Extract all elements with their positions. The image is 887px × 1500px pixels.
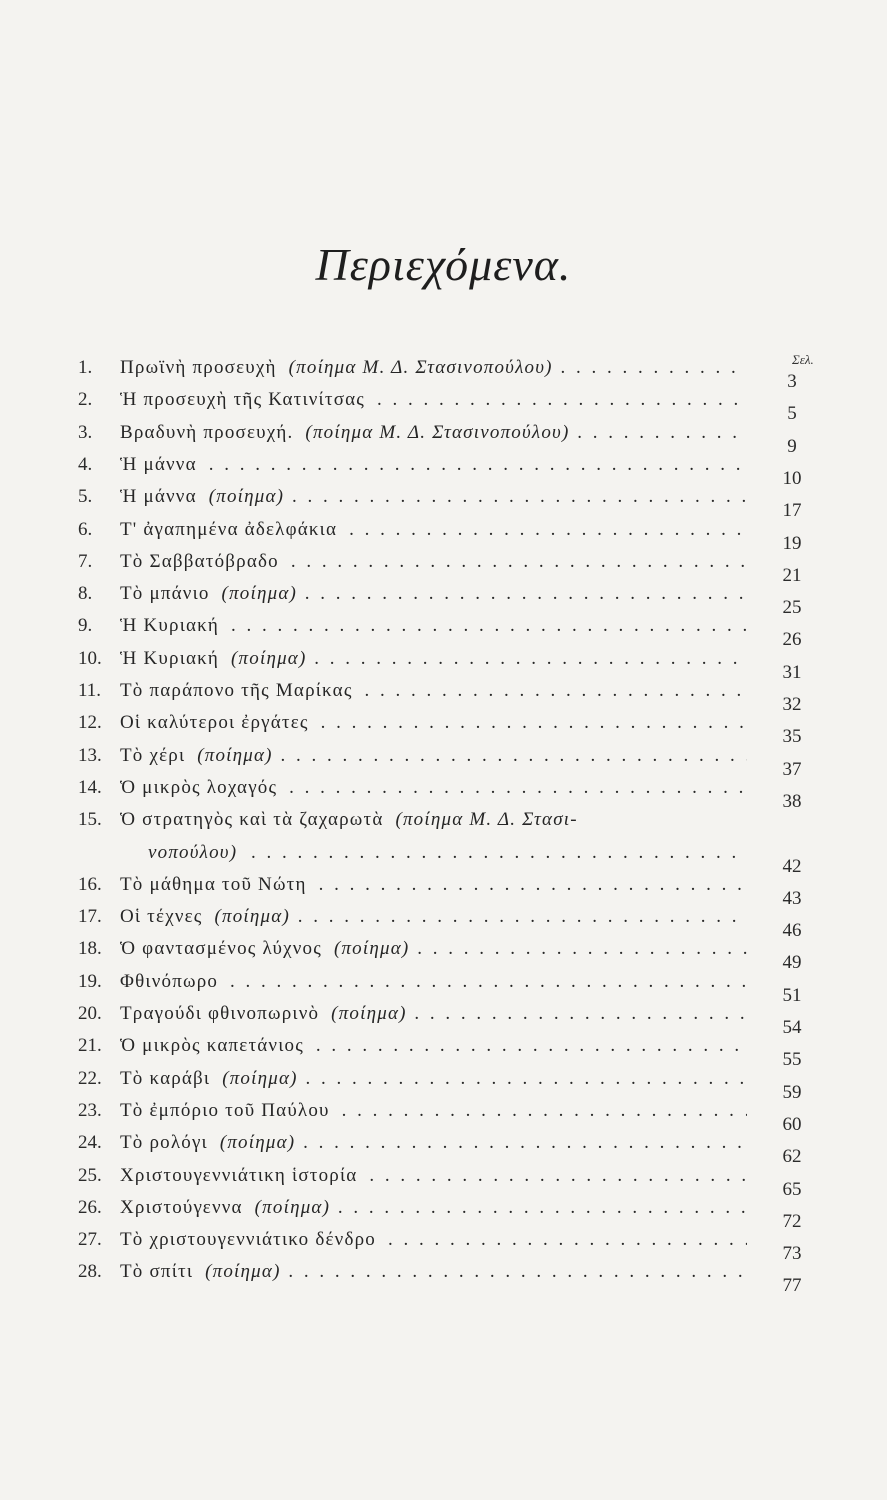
entry-title — [120, 745, 747, 767]
entry-number: 1. — [78, 357, 93, 378]
entry-title-text: Ἡ μάννα — [120, 486, 209, 507]
entry-number: 13. — [78, 744, 102, 766]
entry-number: 22. — [78, 1067, 102, 1089]
entry-note: (ποίημα) — [231, 647, 307, 669]
entry-number: 26. — [78, 1196, 102, 1218]
entry-note: (ποίημα) — [331, 1003, 407, 1024]
entry-title-text: Τὸ χριστουγεννιάτικο δένδρο — [120, 1229, 388, 1250]
entry-number: 16. — [78, 873, 102, 895]
toc-entry — [0, 874, 887, 908]
entry-page-number: 31 — [782, 661, 802, 683]
entry-title-text: Οἱ τέχνες — [120, 906, 214, 927]
entry-page-number: 25 — [782, 597, 802, 619]
entry-title-text: Φθινόπωρο — [120, 971, 230, 992]
entry-title-text: Ὁ μικρὸς καπετάνιος — [120, 1035, 316, 1056]
toc-entry — [0, 1165, 887, 1199]
entry-note: (ποίημα) — [333, 938, 410, 960]
entry-page-number: 5 — [787, 403, 797, 425]
entry-title — [120, 1229, 747, 1251]
entry-page-number: 42 — [782, 855, 802, 877]
entry-page-number: 54 — [782, 1017, 802, 1038]
entry-title — [120, 519, 747, 541]
entry-title — [120, 583, 747, 605]
entry-title — [120, 906, 747, 928]
toc-entry — [0, 551, 887, 585]
entry-title — [120, 1197, 747, 1219]
entry-page-number: 9 — [787, 435, 797, 457]
entry-title — [120, 680, 747, 702]
entry-number: 5. — [78, 486, 93, 508]
entry-page-number: 65 — [782, 1178, 802, 1200]
toc-entry — [0, 777, 887, 811]
entry-page-number: 32 — [782, 694, 802, 715]
entry-number: 14. — [78, 776, 102, 798]
entry-title-text: Τὸ μάθημα τοῦ Νώτη — [120, 874, 319, 895]
entry-continuation — [148, 842, 747, 864]
entry-note: (ποίημα) — [208, 486, 285, 508]
entry-title-text: Τὸ Σαββατόβραδο — [120, 551, 291, 572]
entry-page-number: 46 — [782, 920, 802, 942]
entry-title — [120, 454, 747, 476]
toc-entry — [0, 680, 887, 714]
entry-note: (ποίημα) — [221, 583, 298, 605]
entry-title-text: Ἡ Κυριακή — [120, 615, 231, 636]
entry-page-number: 51 — [782, 984, 802, 1006]
entry-note: (ποίημα) — [254, 1196, 331, 1218]
toc-entry — [0, 615, 887, 649]
entry-note: (ποίημα) — [214, 906, 290, 928]
entry-title — [120, 874, 747, 896]
entry-number: 11. — [78, 680, 102, 701]
entry-title-text: Ὁ μικρὸς λοχαγός — [120, 777, 289, 798]
entry-title — [120, 1261, 747, 1283]
toc-entry — [0, 745, 887, 779]
entry-title-text: Ἡ μάννα — [120, 454, 209, 475]
entry-title-text: Χριστουγεννιάτικη ἱστορία — [120, 1165, 369, 1186]
entry-page-number: 77 — [782, 1275, 802, 1297]
entry-title-text: Οἱ καλύτεροι ἐργάτες — [120, 712, 321, 733]
entry-page-number: 49 — [782, 952, 802, 974]
entry-title-text: Ὁ φαντασμένος λύχνος — [120, 938, 334, 959]
entry-title-text: Χριστούγεννα — [120, 1197, 255, 1218]
entry-number: 8. — [78, 583, 93, 605]
entry-number: 10. — [78, 647, 102, 669]
entry-note: (ποίημα Μ. Δ. Στασινοπούλου) — [305, 421, 570, 443]
entry-title-text: Τὸ ἐμπόριο τοῦ Παύλου — [120, 1100, 342, 1121]
entry-note: (ποίημα) — [222, 1067, 298, 1089]
toc-entry-continuation — [0, 842, 887, 876]
toc-entry — [0, 1132, 887, 1166]
page-column-header: Σελ. — [792, 352, 814, 367]
toc-entry — [0, 1035, 887, 1069]
entry-number: 23. — [78, 1099, 102, 1121]
entry-title-text: Τὸ χέρι — [120, 745, 197, 766]
entry-number: 19. — [78, 970, 102, 992]
entry-title — [120, 938, 747, 960]
entry-title — [120, 809, 747, 831]
toc-entry — [0, 486, 887, 520]
toc-entry — [0, 906, 887, 940]
entry-page-number: 35 — [782, 726, 802, 748]
entry-title-text: Τὸ παράπονο τῆς Μαρίκας — [120, 680, 365, 701]
toc-entry — [0, 389, 887, 423]
entry-page-number: 3 — [787, 371, 797, 392]
entry-page-number: 21 — [782, 564, 802, 586]
entry-title-text: Τὸ μπάνιο — [120, 583, 222, 604]
toc-entry — [0, 938, 887, 972]
entry-note: (ποίημα Μ. Δ. Στασι- — [395, 809, 578, 831]
entry-title — [120, 551, 747, 573]
entry-page-number: 17 — [782, 500, 802, 522]
page-title: Περιεχόμενα. — [315, 239, 572, 290]
entry-title-text: Ἡ Κυριακή — [120, 648, 231, 669]
entry-title — [120, 648, 747, 670]
entry-title-text: Τὸ ρολόγι — [120, 1132, 220, 1153]
entry-note: (ποίημα) — [219, 1132, 296, 1154]
entry-title-text: Ἡ προσευχὴ τῆς Κατινίτσας — [120, 389, 377, 410]
entry-page-number: 72 — [782, 1210, 802, 1232]
toc-entry — [0, 422, 887, 456]
entry-number: 12. — [78, 712, 102, 734]
entry-number: 3. — [78, 421, 93, 443]
entry-number: 20. — [78, 1003, 102, 1024]
entry-number: 18. — [78, 938, 102, 960]
entry-title — [120, 422, 747, 444]
toc-entry — [0, 1100, 887, 1134]
entry-title — [120, 1165, 747, 1187]
entry-number: 7. — [78, 550, 93, 572]
entry-page-number: 62 — [782, 1146, 802, 1168]
entry-page-number: 10 — [782, 467, 802, 489]
toc-entry — [0, 1003, 887, 1037]
entry-number: 24. — [78, 1132, 102, 1154]
entry-title — [120, 1003, 747, 1025]
entry-title — [120, 389, 747, 411]
toc-entry — [0, 454, 887, 488]
entry-title-text: Τὸ σπίτι — [120, 1261, 205, 1282]
entry-page-number: 19 — [782, 532, 802, 554]
entry-page-number: 73 — [782, 1243, 802, 1265]
entry-note: (ποίημα) — [205, 1261, 281, 1283]
entry-title — [120, 357, 747, 379]
toc-entry — [0, 519, 887, 553]
entry-continuation-text: νοπούλου) — [148, 842, 243, 863]
entry-number: 28. — [78, 1261, 102, 1283]
entry-title-text: Πρωϊνὴ προσευχὴ — [120, 357, 289, 378]
entry-title — [120, 1132, 747, 1154]
entry-number: 25. — [78, 1164, 102, 1186]
entry-title — [120, 712, 747, 734]
entry-page-number: 60 — [782, 1113, 802, 1135]
entry-page-number: 59 — [782, 1081, 802, 1103]
entry-title — [120, 1035, 747, 1057]
entry-title-text: Τὸ καράβι — [120, 1068, 222, 1089]
entry-page-number: 38 — [782, 790, 802, 812]
entry-page-number: 55 — [782, 1049, 802, 1071]
entry-title-text: Τ' ἀγαπημένα ἀδελφάκια — [120, 519, 349, 540]
toc-entry — [0, 1197, 887, 1231]
entry-title — [120, 971, 747, 993]
entry-title — [120, 777, 747, 799]
entry-title — [120, 486, 747, 508]
entry-number: 15. — [78, 809, 102, 831]
toc-entry — [0, 1229, 887, 1263]
entry-number: 21. — [78, 1035, 102, 1057]
entry-page-number: 37 — [782, 758, 802, 780]
entry-note: (ποίημα Μ. Δ. Στασινοπούλου) — [288, 357, 553, 378]
entry-number: 6. — [78, 518, 93, 540]
entry-title-text: Τραγούδι φθινοπωρινὸ — [120, 1003, 331, 1024]
entry-title — [120, 615, 747, 637]
entry-number: 27. — [78, 1229, 102, 1251]
toc-entry — [0, 712, 887, 746]
entry-title — [120, 1068, 747, 1090]
toc-entry — [0, 357, 887, 391]
entry-note: (ποίημα) — [197, 744, 273, 766]
entry-number: 17. — [78, 906, 102, 928]
toc-entry — [0, 809, 887, 843]
toc-entry — [0, 583, 887, 617]
entry-title-text: Βραδυνὴ προσευχή. — [120, 422, 305, 443]
entry-number: 9. — [78, 615, 93, 637]
toc-entry — [0, 648, 887, 682]
entry-page-number: 43 — [782, 887, 802, 909]
entry-title — [120, 1100, 747, 1122]
toc-entry — [0, 971, 887, 1005]
toc-entry — [0, 1261, 887, 1295]
toc-entry — [0, 1068, 887, 1102]
entry-title-text: Ὁ στρατηγὸς καὶ τὰ ζαχαρωτὰ — [120, 809, 395, 830]
entry-number: 2. — [78, 389, 93, 411]
entry-page-number: 26 — [782, 629, 802, 651]
entry-number: 4. — [78, 453, 93, 475]
